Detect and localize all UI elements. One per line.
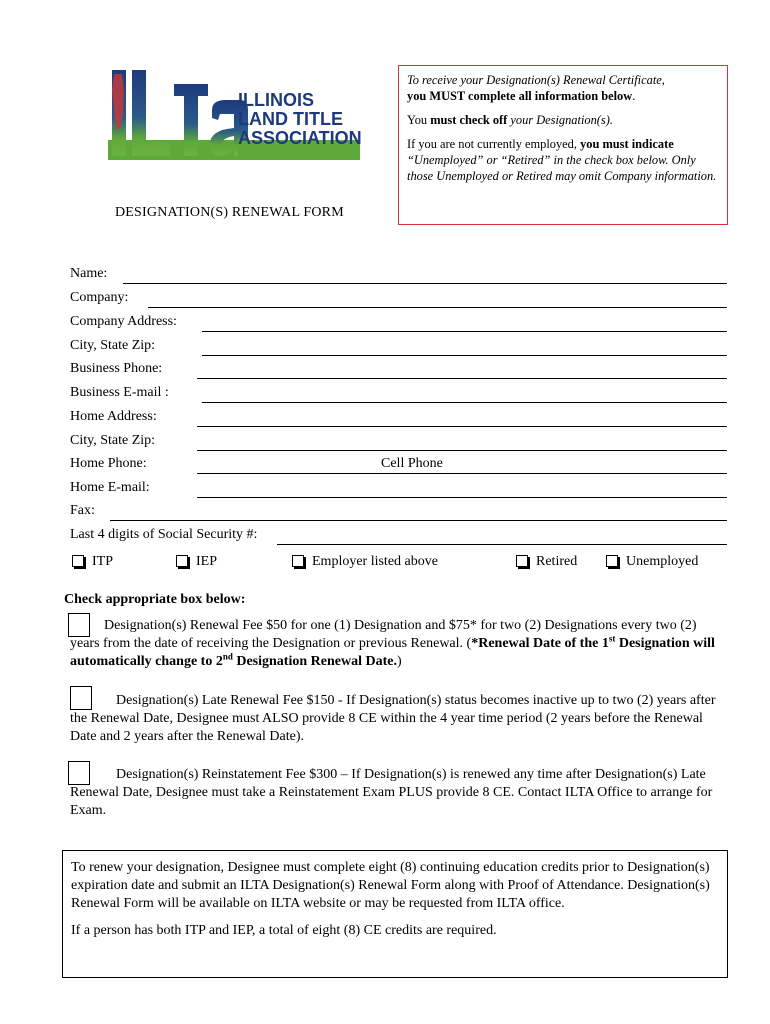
city-state-zip-label-2: City, State Zip: — [70, 433, 156, 448]
business-phone-row — [70, 361, 162, 381]
company-label: Company: — [70, 290, 129, 305]
notice-p2-italic: your Designation(s). — [507, 113, 613, 127]
notice-paragraph-1 — [407, 72, 719, 104]
notice-p1-end: . — [632, 89, 636, 103]
notice-paragraph-2 — [407, 112, 719, 128]
business-phone-field[interactable] — [197, 378, 727, 379]
city-state-zip-row-1 — [70, 338, 155, 358]
home-email-label: Home E-mail: — [70, 480, 150, 495]
iep-checkbox[interactable] — [176, 554, 217, 570]
home-phone-row — [70, 456, 147, 476]
notice-p2-bold: must check off — [430, 113, 508, 127]
business-email-label: Business E-mail : — [70, 385, 169, 400]
ssn-row — [70, 527, 257, 547]
itp-checkbox[interactable] — [72, 554, 113, 570]
retired-checkbox[interactable] — [516, 554, 577, 570]
option1-bold-a: *Renewal Date of the 1 — [471, 636, 609, 651]
notice-p1-bold: you MUST complete all information below — [407, 89, 633, 103]
city-state-zip-field-1[interactable] — [202, 355, 727, 356]
option1-end: ) — [396, 654, 402, 669]
checkbox-icon — [72, 555, 84, 567]
iep-label: IEP — [196, 554, 217, 569]
city-state-zip-field-2[interactable] — [197, 450, 727, 451]
home-phone-label: Home Phone: — [70, 456, 147, 471]
home-address-row — [70, 409, 157, 429]
form-title: DESIGNATION(S) RENEWAL FORM — [115, 205, 344, 220]
section-heading: Check appropriate box below: — [64, 592, 246, 607]
city-state-zip-row-2 — [70, 433, 155, 453]
home-address-label: Home Address: — [70, 409, 157, 424]
instruction-notice — [398, 65, 728, 225]
retired-label: Retired — [536, 554, 578, 569]
name-field[interactable] — [123, 283, 727, 284]
notice-p3-a: If you are not currently employed, — [407, 137, 581, 151]
fax-row — [70, 503, 95, 523]
fax-field[interactable] — [110, 520, 727, 521]
notice-paragraph-3 — [407, 136, 719, 184]
info-paragraph-1: To renew your designation, Designee must complete eight (8) continuing education credits prior to Designation(s) expiration date and submit an ILTA Designation(s) Renewal Form along with Proof of Attendance. Designation(s) Renewal Form will be available on ILTA website or may be requested from ILTA office. — [71, 860, 710, 911]
notice-p1-italic: To receive your Designation(s) Renewal Certificate, — [407, 73, 665, 87]
home-phone-field[interactable] — [197, 473, 727, 474]
notice-p3-italic: “Unemployed” or “Retired” in the check box below. Only those Unemployed or Retired may omit Company information. — [407, 153, 717, 183]
checkbox-icon — [516, 555, 528, 567]
option1-sup-b: nd — [222, 651, 233, 662]
business-email-row — [70, 385, 169, 405]
notice-p3-bold: you must indicate — [580, 137, 674, 151]
company-address-label: Company Address: — [70, 314, 177, 329]
notice-p2-a: You — [407, 113, 431, 127]
unemployed-checkbox[interactable] — [606, 554, 698, 570]
home-email-field[interactable] — [197, 497, 727, 498]
business-phone-label: Business Phone: — [70, 361, 163, 376]
ilta-logo — [108, 66, 360, 162]
business-email-field[interactable] — [202, 402, 727, 403]
itp-label: ITP — [92, 554, 113, 569]
logo-line3: ASSOCIATION — [238, 128, 362, 148]
info-box — [62, 850, 728, 978]
logo-line2: LAND TITLE — [238, 109, 343, 129]
employer-checkbox[interactable] — [292, 554, 438, 570]
home-email-row — [70, 480, 150, 500]
company-field[interactable] — [148, 307, 727, 308]
ssn-field[interactable] — [277, 544, 727, 545]
company-address-field[interactable] — [202, 331, 727, 332]
late-renewal-text: Designation(s) Late Renewal Fee $150 - If Designation(s) status becomes inactive up to two (2) years after the Renewal Date, Designee must ALSO provide 8 CE within the 4 year time period (2 years before the Renewal Date and 2 years after the Renewal Date). — [70, 693, 716, 744]
checkbox-icon — [606, 555, 618, 567]
company-address-row — [70, 314, 177, 334]
company-row — [70, 290, 128, 310]
employer-label: Employer listed above — [312, 554, 438, 569]
name-label: Name: — [70, 266, 108, 281]
home-address-field[interactable] — [197, 426, 727, 427]
option1-bold-c: Designation Renewal Date. — [232, 654, 397, 669]
cell-phone-label: Cell Phone — [381, 456, 443, 471]
option1-text: Designation(s) Renewal Fee $50 for one (1) Designation and $75* for two (2) Designations every two (2) years from the date of receiving the Designation or previous Renewal. ( — [70, 618, 697, 651]
option1-bold-b: Designation will automatically change to 2 — [70, 636, 715, 669]
name-row — [70, 266, 107, 286]
reinstatement-text: Designation(s) Reinstatement Fee $300 – If Designation(s) is renewed any time after Designation(s) Late Renewal Date, Designee must take a Reinstatement Exam PLUS provide 8 CE. Contact ILTA Office to arrange for Exam. — [70, 767, 713, 818]
city-state-zip-label-1: City, State Zip: — [70, 338, 156, 353]
info-paragraph-2: If a person has both ITP and IEP, a total of eight (8) CE credits are required. — [71, 923, 497, 938]
ssn-label: Last 4 digits of Social Security #: — [70, 527, 258, 542]
renewal-fee-text — [70, 617, 718, 671]
unemployed-label: Unemployed — [626, 554, 699, 569]
option1-sup-a: st — [608, 633, 616, 644]
fax-label: Fax: — [70, 503, 95, 518]
checkbox-icon — [292, 555, 304, 567]
logo-line1: ILLINOIS — [238, 90, 314, 110]
checkbox-icon — [176, 555, 188, 567]
